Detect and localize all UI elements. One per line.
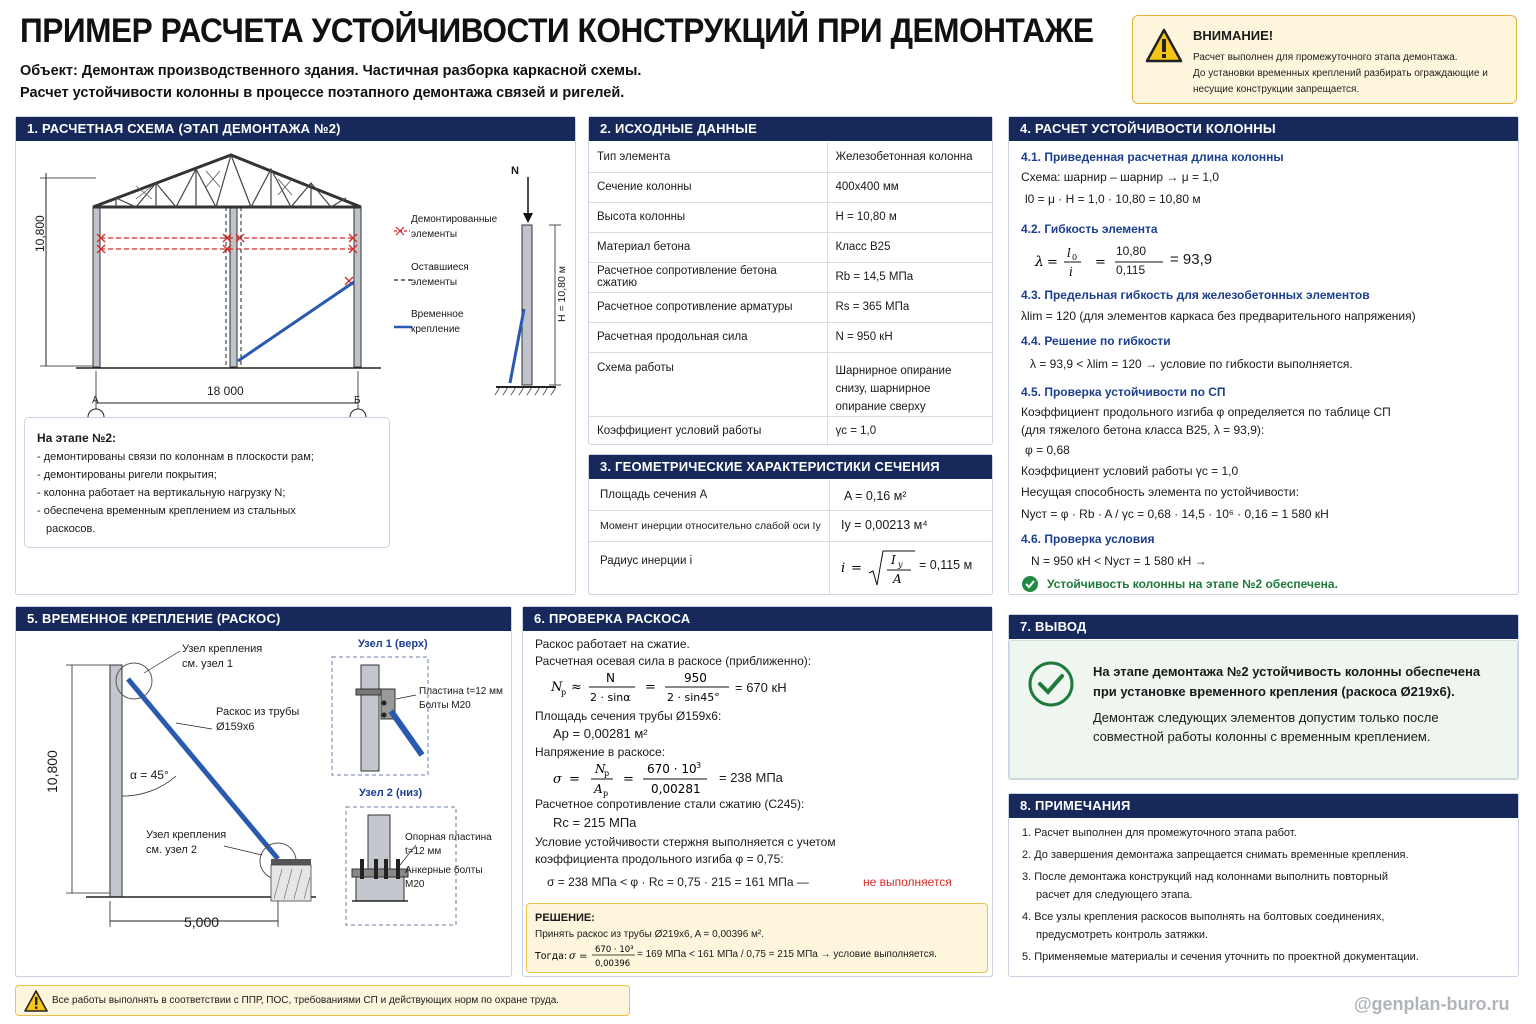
geometry-label: Момент инерции относительно слабой оси Iy	[600, 520, 821, 532]
table-cell: Расчетная продольная сила	[589, 322, 827, 352]
brace-drawing	[16, 631, 513, 977]
note-item: 1. Расчет выполнен для промежуточного этапа работ.	[1022, 827, 1297, 839]
section-header: 4. РАСЧЕТ УСТОЙЧИВОСТИ КОЛОННЫ	[1009, 117, 1518, 141]
conclusion-line: при установке временного крепления (раскоса Ø219x6).	[1093, 684, 1455, 699]
table-cell: Материал бетона	[589, 232, 827, 262]
slenderness-numerator: 10,80	[1116, 244, 1147, 258]
node-detail: Анкерные болты	[405, 865, 483, 876]
calc-line: Расчетная осевая сила в раскосе (приближенно):	[535, 654, 812, 668]
slenderness-result: = 93,9	[1170, 251, 1213, 268]
calc-line: Коэффициент продольного изгиба φ определяется по таблице СП	[1021, 405, 1391, 419]
node-detail: Пластина t=12 мм	[419, 686, 503, 697]
svg-text:y: y	[898, 560, 903, 569]
legend-temporary: Временное	[411, 309, 464, 320]
brace-label: Раскос из трубы	[216, 706, 300, 718]
table-cell-text: опирание сверху	[835, 400, 926, 413]
table-cell: γc = 1,0	[835, 425, 877, 438]
watermark: @genplan-buro.ru	[1354, 994, 1510, 1014]
svg-text:σ: σ	[553, 772, 562, 787]
stage-title: На этапе №2:	[37, 431, 116, 445]
node-detail: Болты M20	[419, 700, 471, 711]
svg-text:Тогда:: Тогда:	[535, 951, 568, 962]
node-detail: Опорная пластина	[405, 832, 492, 843]
warning-icon	[24, 990, 48, 1012]
svg-text:=: =	[1095, 255, 1106, 270]
solution-title: РЕШЕНИЕ:	[535, 912, 595, 924]
table-cell: Железобетонная колонна	[827, 142, 992, 172]
section-header: 8. ПРИМЕЧАНИЯ	[1009, 794, 1518, 818]
calc-line: l0 = μ · H = 1,0 · 10,80 = 10,80 м	[1025, 192, 1201, 206]
brace-area: Ap = 0,00281 м²	[553, 726, 648, 741]
section-geometry	[588, 454, 993, 595]
angle-label: α = 45°	[130, 768, 169, 782]
table-cell: Схема работы	[589, 352, 827, 416]
note-item: 4. Все узлы крепления раскосов выполнять на болтовых соединениях,	[1022, 911, 1385, 923]
svg-text:A: A	[893, 572, 902, 586]
table-cell: H = 10,80 м	[827, 202, 992, 232]
warning-icon	[1145, 28, 1183, 64]
section-header: 2. ИСХОДНЫЕ ДАННЫЕ	[589, 117, 992, 141]
svg-text:670 · 10: 670 · 10	[647, 762, 697, 776]
footer-text: Все работы выполнять в соответствии с ППР, ПОС, требованиями СП и действующих норм по охране труда.	[52, 995, 560, 1006]
note-item: предусмотреть контроль затяжки.	[1036, 929, 1209, 941]
solution-box	[526, 903, 988, 973]
table-cell: Коэффициент условий работы	[589, 416, 827, 446]
table-cell-text: снизу, шарнирное	[835, 382, 931, 395]
section-temporary-brace	[15, 606, 512, 977]
table-cell: Тип элемента	[589, 142, 827, 172]
section-conclusion	[1008, 614, 1519, 780]
calc-line: φ = 0,68	[1025, 443, 1070, 457]
svg-text:i: i	[1069, 265, 1073, 279]
note-item: 3. После демонтажа конструкций над колоннами выполнить повторный	[1022, 871, 1388, 883]
calc-line: Nуст = φ · Rb · A / γc = 0,68 · 14,5 · 10⁶ · 0,16 = 1 580 кН	[1021, 507, 1329, 521]
table-cell: Rs = 365 МПа	[827, 292, 992, 322]
subsection-title: 4.4. Решение по гибкости	[1021, 334, 1171, 348]
svg-text:0: 0	[1072, 253, 1078, 262]
warning-title: ВНИМАНИЕ!	[1193, 28, 1274, 43]
height-dimension: 10,800	[33, 215, 47, 252]
svg-text:=: =	[851, 561, 862, 576]
steel-resistance: Rc = 215 МПа	[553, 815, 637, 830]
warning-line: До установки временных креплений разбирать ограждающие и	[1193, 68, 1488, 79]
subsection-title: 4.6. Проверка условия	[1021, 532, 1155, 546]
node-title: Узел 2 (низ)	[359, 787, 423, 799]
brace-distance-dimension: 5,000	[184, 914, 220, 930]
calc-line: λ = 93,9 < λlim = 120 → условие по гибкости выполняется.	[1030, 357, 1353, 371]
node-callout: Узел крепления	[182, 643, 263, 655]
section-header: 7. ВЫВОД	[1009, 615, 1518, 639]
stage-item: - демонтированы ригели покрытия;	[37, 469, 217, 481]
conclusion-line: На этапе демонтажа №2 устойчивость колонны обеспечена	[1093, 664, 1481, 679]
svg-text:l: l	[1067, 246, 1071, 260]
solution-line: Принять раскос из трубы Ø219x6, A = 0,00396 м².	[535, 929, 765, 940]
load-label: N	[511, 165, 519, 177]
stage-item: - демонтированы связи по колоннам в плоскости рам;	[37, 451, 314, 463]
brace-force-formula	[549, 669, 739, 707]
solution-formula	[533, 941, 643, 971]
table-cell	[827, 352, 992, 416]
warning-line: Расчет выполнен для промежуточного этапа демонтажа.	[1193, 52, 1458, 63]
svg-text:0,00396: 0,00396	[595, 959, 631, 969]
calc-line: Раскос работает на сжатие.	[535, 637, 690, 651]
svg-text:σ: σ	[569, 951, 576, 962]
legend-temporary: крепление	[411, 324, 460, 335]
geometry-value: Iy = 0,00213 м⁴	[841, 518, 928, 532]
calc-line: Расчетное сопротивление стали сжатию (C245):	[535, 797, 805, 811]
svg-text:=: =	[645, 680, 656, 695]
svg-text:2 · sinα: 2 · sinα	[590, 691, 631, 704]
stress-result: = 238 МПа	[719, 770, 783, 785]
svg-text:≈: ≈	[571, 680, 582, 695]
node-callout: см. узел 2	[146, 844, 197, 856]
calc-line: коэффициента продольного изгиба φ = 0,75:	[535, 852, 784, 866]
calc-line: Коэффициент условий работы γc = 1,0	[1021, 464, 1239, 478]
node-callout: Узел крепления	[146, 829, 227, 841]
calc-line: λlim = 120 (для элементов каркаса без предварительного напряжения)	[1021, 309, 1416, 323]
span-dimension: 18 000	[207, 384, 244, 398]
svg-text:p: p	[604, 769, 610, 778]
note-item: расчет для следующего этапа.	[1036, 889, 1193, 901]
calc-line: σ = 238 МПа < φ · Rc = 0,75 · 215 = 161 МПа —	[547, 875, 809, 889]
stage-notes	[24, 417, 390, 548]
check-circle-icon	[1027, 660, 1075, 708]
warning-line: несущие конструкции запрещается.	[1193, 84, 1360, 95]
svg-text:I: I	[891, 553, 896, 567]
calc-line: Несущая способность элемента по устойчивости:	[1021, 485, 1299, 499]
subtitle-purpose: Расчет устойчивости колонны в процессе поэтапного демонтажа связей и ригелей.	[20, 85, 625, 101]
table-cell: N = 950 кН	[827, 322, 992, 352]
calc-line: (для тяжелого бетона класса B25, λ = 93,9):	[1021, 423, 1265, 437]
section-notes	[1008, 793, 1519, 977]
footer-warning	[15, 985, 630, 1016]
section-design-scheme	[15, 116, 576, 595]
calc-line: Напряжение в раскосе:	[535, 745, 666, 759]
conclusion-line: Демонтаж следующих элементов допустим только после	[1093, 710, 1439, 725]
subtitle-object: Объект: Демонтаж производственного здания. Частичная разборка каркасной схемы.	[20, 63, 642, 79]
calc-line: N = 950 кН < Nуст = 1 580 кН →	[1031, 554, 1207, 568]
table-cell-text: Шарнирное опирание	[835, 364, 952, 377]
note-item: 5. Применяемые материалы и сечения уточнить по проектной документации.	[1022, 951, 1419, 963]
svg-text:N: N	[595, 762, 606, 776]
solution-line: = 169 МПа < 161 МПа / 0,75 = 215 МПа → условие выполняется.	[637, 949, 937, 960]
axis-a: А	[92, 395, 99, 406]
note-item: 2. До завершения демонтажа запрещается снимать временные крепления.	[1022, 849, 1409, 861]
section-header: 3. ГЕОМЕТРИЧЕСКИЕ ХАРАКТЕРИСТИКИ СЕЧЕНИЯ	[589, 455, 992, 479]
section-header: 5. ВРЕМЕННОЕ КРЕПЛЕНИЕ (РАСКОС)	[16, 607, 511, 631]
svg-text:670 · 10³: 670 · 10³	[595, 945, 634, 955]
svg-text:i: i	[841, 561, 846, 576]
node-detail: t=12 мм	[405, 846, 442, 857]
stage-item: - колонна работает на вертикальную нагрузку N;	[37, 487, 286, 499]
stage-item: раскосов.	[46, 523, 96, 535]
geometry-value: A = 0,16 м²	[844, 489, 907, 503]
svg-text:3: 3	[696, 761, 702, 770]
slenderness-formula	[1033, 241, 1183, 281]
svg-text:=: =	[569, 772, 580, 787]
subsection-title: 4.3. Предельная гибкость для железобетонных элементов	[1021, 288, 1370, 302]
legend-remaining: Оставшиеся	[411, 262, 469, 273]
svg-text:λ: λ	[1035, 254, 1044, 270]
page-title: ПРИМЕР РАСЧЕТА УСТОЙЧИВОСТИ КОНСТРУКЦИЙ ПРИ ДЕМОНТАЖЕ	[20, 12, 1094, 50]
table-cell: Сечение колонны	[589, 172, 827, 202]
stress-formula	[551, 759, 741, 799]
svg-text:2 · sin45°: 2 · sin45°	[667, 691, 720, 704]
svg-text:0,00281: 0,00281	[651, 782, 701, 796]
table-cell: Расчетное сопротивление бетона сжатию	[589, 262, 827, 292]
radius-formula	[839, 547, 919, 589]
svg-text:N: N	[606, 671, 615, 685]
input-data-table	[589, 142, 992, 446]
legend-remaining: элементы	[411, 277, 458, 288]
axis-b: Б	[354, 395, 361, 406]
table-cell: Rb = 14,5 МПа	[827, 262, 992, 292]
legend-dismantled: Демонтированные	[411, 214, 498, 225]
svg-text:N: N	[551, 680, 563, 695]
warning-box	[1132, 15, 1517, 104]
slenderness-denominator: 0,115	[1116, 263, 1146, 277]
geometry-label: Радиус инерции i	[600, 555, 693, 567]
calc-line: Условие устойчивости стержня выполняется с учетом	[535, 835, 836, 849]
stage-item: - обеспечена временным креплением из стальных	[37, 505, 296, 517]
check-icon	[1022, 576, 1038, 592]
node-detail: M20	[405, 879, 425, 890]
svg-text:p: p	[603, 789, 609, 798]
legend-dismantled: элементы	[411, 229, 458, 240]
node-title: Узел 1 (верх)	[358, 638, 428, 650]
svg-text:=: =	[579, 951, 588, 962]
table-cell: 400x400 мм	[827, 172, 992, 202]
section-brace-check	[522, 606, 993, 977]
column-height-label: H = 10,80 м	[556, 266, 568, 322]
section-stability-calc	[1008, 116, 1519, 595]
table-cell: Расчетное сопротивление арматуры	[589, 292, 827, 322]
svg-text:950: 950	[684, 671, 707, 685]
node-callout: см. узел 1	[182, 658, 233, 670]
brace-label: Ø159x6	[216, 721, 255, 733]
section-header: 1. РАСЧЕТНАЯ СХЕМА (ЭТАП ДЕМОНТАЖА №2)	[16, 117, 575, 141]
subsection-title: 4.5. Проверка устойчивости по СП	[1021, 385, 1226, 399]
table-cell: Высота колонны	[589, 202, 827, 232]
brace-force-result: = 670 кН	[735, 680, 787, 695]
conclusion-line: совместной работы колонны с временным креплением.	[1093, 729, 1431, 744]
table-cell: Класс B25	[827, 232, 992, 262]
stability-ok: Устойчивость колонны на этапе №2 обеспечена.	[1047, 577, 1338, 591]
section-input-data	[588, 116, 993, 445]
brace-height-dimension: 10,800	[44, 750, 60, 793]
calc-line: Схема: шарнир – шарнир → μ = 1,0	[1021, 170, 1220, 184]
svg-text:p: p	[561, 688, 567, 697]
svg-text:=: =	[1047, 255, 1058, 270]
svg-text:A: A	[594, 782, 603, 796]
section-header: 6. ПРОВЕРКА РАСКОСА	[523, 607, 992, 631]
geometry-label: Площадь сечения A	[600, 489, 708, 501]
subsection-title: 4.1. Приведенная расчетная длина колонны	[1021, 150, 1284, 164]
svg-text:=: =	[623, 772, 634, 787]
subsection-title: 4.2. Гибкость элемента	[1021, 222, 1158, 236]
check-failed: не выполняется	[863, 875, 952, 889]
calc-line: Площадь сечения трубы Ø159x6:	[535, 709, 722, 723]
geometry-value: = 0,115 м	[919, 558, 973, 572]
